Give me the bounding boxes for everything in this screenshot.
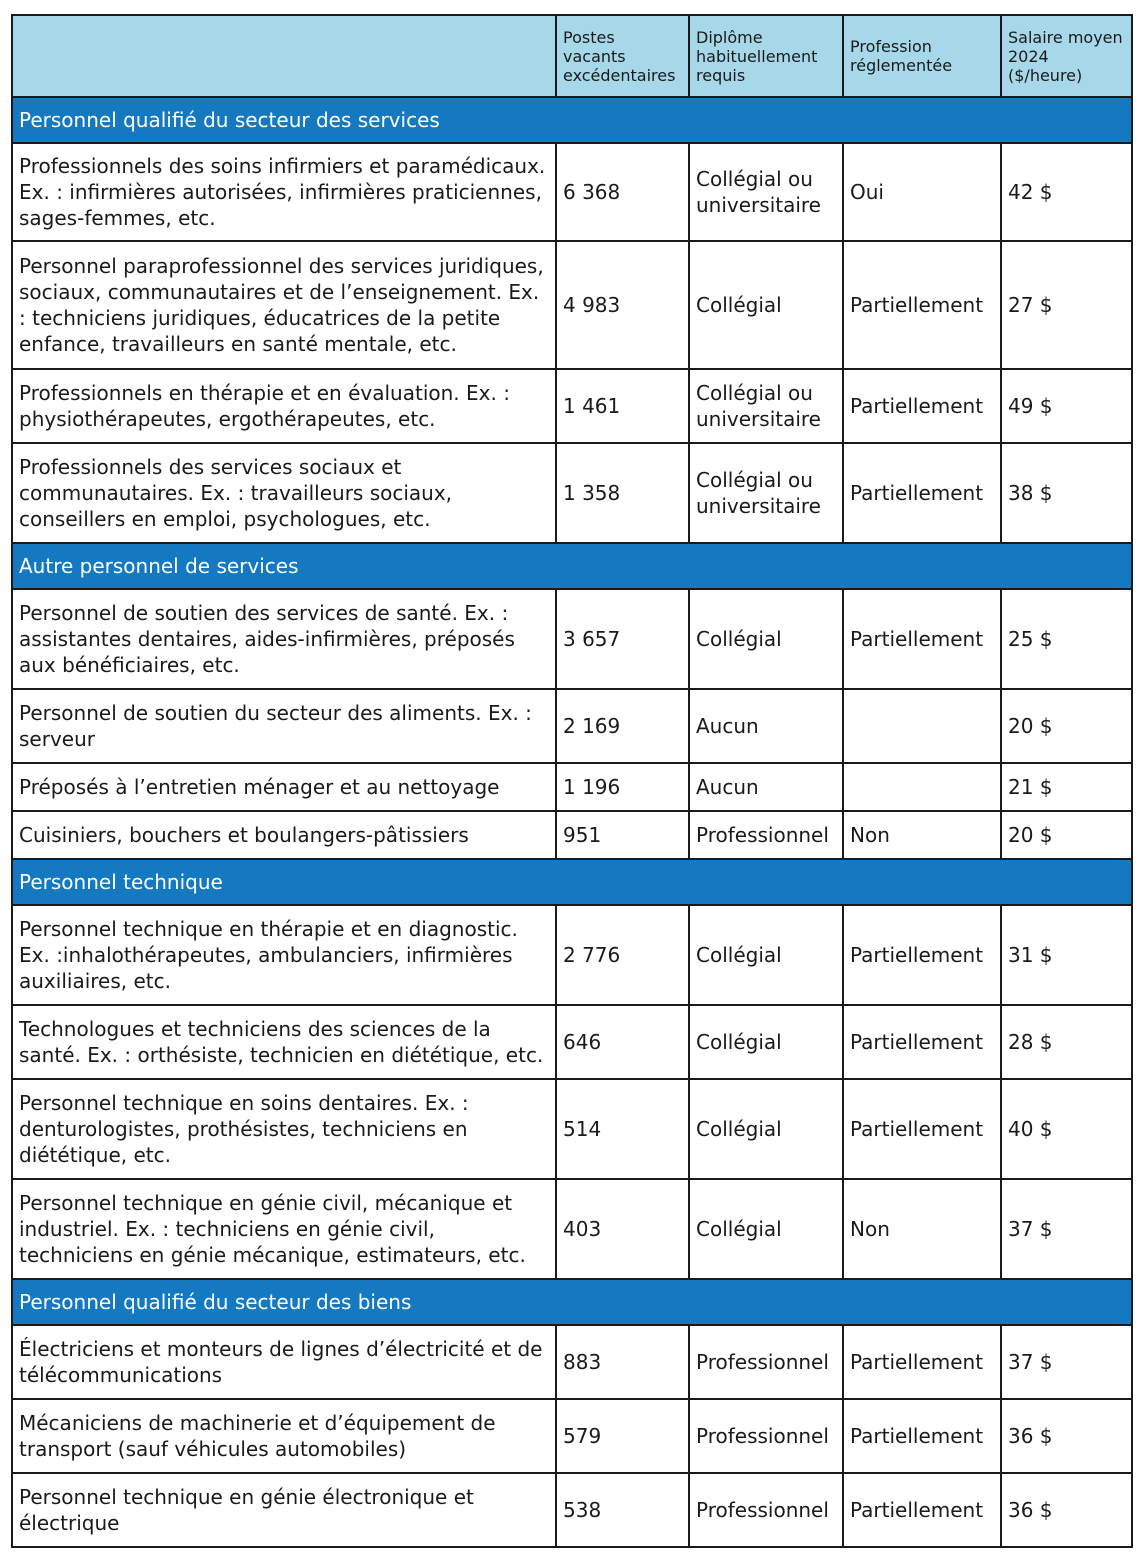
section-title: Autre personnel de services xyxy=(12,543,1132,589)
salaire-cell: 49 $ xyxy=(1001,369,1132,443)
postes-vacants-cell: 514 xyxy=(556,1079,689,1179)
profession-reglementee-cell: Non xyxy=(843,1179,1001,1279)
profession-reglementee-cell: Non xyxy=(843,811,1001,859)
table-row xyxy=(12,689,1132,763)
diplome-cell: Aucun xyxy=(689,689,843,763)
salaire-cell: 36 $ xyxy=(1001,1473,1132,1547)
occupation-cell: Personnel technique en soins dentaires. Ex. : denturologistes, prothésistes, techniciens en diététique, etc. xyxy=(12,1079,556,1179)
header-profession-reglementee: Profession réglementée xyxy=(843,15,1001,97)
postes-vacants-cell: 883 xyxy=(556,1325,689,1399)
table-row xyxy=(12,763,1132,811)
table-row xyxy=(12,1179,1132,1279)
salaire-cell: 20 $ xyxy=(1001,689,1132,763)
table-row xyxy=(12,905,1132,1005)
table-row xyxy=(12,1473,1132,1547)
postes-vacants-cell: 951 xyxy=(556,811,689,859)
diplome-cell: Professionnel xyxy=(689,1473,843,1547)
profession-reglementee-cell: Partiellement xyxy=(843,1325,1001,1399)
section-title: Personnel qualifié du secteur des services xyxy=(12,97,1132,143)
profession-reglementee-cell: Partiellement xyxy=(843,1005,1001,1079)
profession-reglementee-cell: Partiellement xyxy=(843,905,1001,1005)
profession-reglementee-cell: Partiellement xyxy=(843,241,1001,369)
salaire-cell: 37 $ xyxy=(1001,1179,1132,1279)
diplome-cell: Collégial ou universitaire xyxy=(689,443,843,543)
diplome-cell: Professionnel xyxy=(689,1325,843,1399)
occupation-cell: Cuisiniers, bouchers et boulangers-pâtissiers xyxy=(12,811,556,859)
table-row xyxy=(12,1005,1132,1079)
header-diplome: Diplôme habituellement requis xyxy=(689,15,843,97)
table-row xyxy=(12,143,1132,241)
postes-vacants-cell: 1 461 xyxy=(556,369,689,443)
section-header-row xyxy=(12,97,1132,143)
occupation-cell: Technologues et techniciens des sciences de la santé. Ex. : orthésiste, technicien en diététique, etc. xyxy=(12,1005,556,1079)
table-row xyxy=(12,369,1132,443)
header-occupation xyxy=(12,15,556,97)
salaire-cell: 36 $ xyxy=(1001,1399,1132,1473)
postes-vacants-cell: 3 657 xyxy=(556,589,689,689)
occupation-cell: Personnel paraprofessionnel des services juridiques, sociaux, communautaires et de l’enseignement. Ex. : techniciens juridiques, éducatrices de la petite enfance, travailleurs en santé mentale, etc. xyxy=(12,241,556,369)
occupation-cell: Préposés à l’entretien ménager et au nettoyage xyxy=(12,763,556,811)
diplome-cell: Collégial xyxy=(689,1179,843,1279)
profession-reglementee-cell: Partiellement xyxy=(843,369,1001,443)
section-header-row xyxy=(12,543,1132,589)
diplome-cell: Collégial xyxy=(689,1079,843,1179)
section-header-row xyxy=(12,1279,1132,1325)
occupation-cell: Personnel technique en génie électronique et électrique xyxy=(12,1473,556,1547)
table-row xyxy=(12,589,1132,689)
occupation-cell: Professionnels des soins infirmiers et paramédicaux. Ex. : infirmières autorisées, infirmières praticiennes, sages-femmes, etc. xyxy=(12,143,556,241)
occupation-cell: Personnel technique en génie civil, mécanique et industriel. Ex. : techniciens en génie civil, techniciens en génie mécanique, estimateurs, etc. xyxy=(12,1179,556,1279)
table-body xyxy=(12,97,1132,1547)
postes-vacants-cell: 2 776 xyxy=(556,905,689,1005)
salaire-cell: 38 $ xyxy=(1001,443,1132,543)
occupations-table xyxy=(11,14,1133,1548)
salaire-cell: 37 $ xyxy=(1001,1325,1132,1399)
salaire-cell: 31 $ xyxy=(1001,905,1132,1005)
postes-vacants-cell: 646 xyxy=(556,1005,689,1079)
diplome-cell: Aucun xyxy=(689,763,843,811)
diplome-cell: Collégial xyxy=(689,1005,843,1079)
diplome-cell: Professionnel xyxy=(689,1399,843,1473)
profession-reglementee-cell: Partiellement xyxy=(843,1399,1001,1473)
table-row xyxy=(12,1079,1132,1179)
postes-vacants-cell: 1 196 xyxy=(556,763,689,811)
profession-reglementee-cell: Partiellement xyxy=(843,443,1001,543)
table-row xyxy=(12,443,1132,543)
header-salaire: Salaire moyen 2024 ($/heure) xyxy=(1001,15,1132,97)
diplome-cell: Collégial ou universitaire xyxy=(689,143,843,241)
section-title: Personnel technique xyxy=(12,859,1132,905)
profession-reglementee-cell: Partiellement xyxy=(843,1079,1001,1179)
occupation-cell: Professionnels en thérapie et en évaluation. Ex. : physiothérapeutes, ergothérapeutes, etc. xyxy=(12,369,556,443)
diplome-cell: Collégial xyxy=(689,905,843,1005)
salaire-cell: 21 $ xyxy=(1001,763,1132,811)
table-row xyxy=(12,811,1132,859)
salaire-cell: 40 $ xyxy=(1001,1079,1132,1179)
diplome-cell: Collégial xyxy=(689,241,843,369)
section-header-row xyxy=(12,859,1132,905)
diplome-cell: Professionnel xyxy=(689,811,843,859)
diplome-cell: Collégial ou universitaire xyxy=(689,369,843,443)
profession-reglementee-cell xyxy=(843,763,1001,811)
profession-reglementee-cell xyxy=(843,689,1001,763)
postes-vacants-cell: 4 983 xyxy=(556,241,689,369)
postes-vacants-cell: 2 169 xyxy=(556,689,689,763)
salaire-cell: 28 $ xyxy=(1001,1005,1132,1079)
occupations-table-container xyxy=(11,14,1133,1548)
occupation-cell: Personnel technique en thérapie et en diagnostic. Ex. :inhalothérapeutes, ambulanciers, infirmières auxiliaires, etc. xyxy=(12,905,556,1005)
profession-reglementee-cell: Partiellement xyxy=(843,1473,1001,1547)
section-title: Personnel qualifié du secteur des biens xyxy=(12,1279,1132,1325)
profession-reglementee-cell: Partiellement xyxy=(843,589,1001,689)
occupation-cell: Mécaniciens de machinerie et d’équipement de transport (sauf véhicules automobiles) xyxy=(12,1399,556,1473)
profession-reglementee-cell: Oui xyxy=(843,143,1001,241)
salaire-cell: 25 $ xyxy=(1001,589,1132,689)
occupation-cell: Électriciens et monteurs de lignes d’électricité et de télécommunications xyxy=(12,1325,556,1399)
occupation-cell: Personnel de soutien du secteur des aliments. Ex. : serveur xyxy=(12,689,556,763)
salaire-cell: 42 $ xyxy=(1001,143,1132,241)
table-row xyxy=(12,1325,1132,1399)
occupation-cell: Personnel de soutien des services de santé. Ex. : assistantes dentaires, aides-infirmières, préposés aux bénéficiaires, etc. xyxy=(12,589,556,689)
table-row xyxy=(12,1399,1132,1473)
occupation-cell: Professionnels des services sociaux et communautaires. Ex. : travailleurs sociaux, conseillers en emploi, psychologues, etc. xyxy=(12,443,556,543)
header-postes-vacants: Postes vacants excédentaires xyxy=(556,15,689,97)
postes-vacants-cell: 6 368 xyxy=(556,143,689,241)
diplome-cell: Collégial xyxy=(689,589,843,689)
table-row xyxy=(12,241,1132,369)
postes-vacants-cell: 579 xyxy=(556,1399,689,1473)
postes-vacants-cell: 1 358 xyxy=(556,443,689,543)
header-row xyxy=(12,15,1132,97)
postes-vacants-cell: 538 xyxy=(556,1473,689,1547)
postes-vacants-cell: 403 xyxy=(556,1179,689,1279)
salaire-cell: 27 $ xyxy=(1001,241,1132,369)
salaire-cell: 20 $ xyxy=(1001,811,1132,859)
